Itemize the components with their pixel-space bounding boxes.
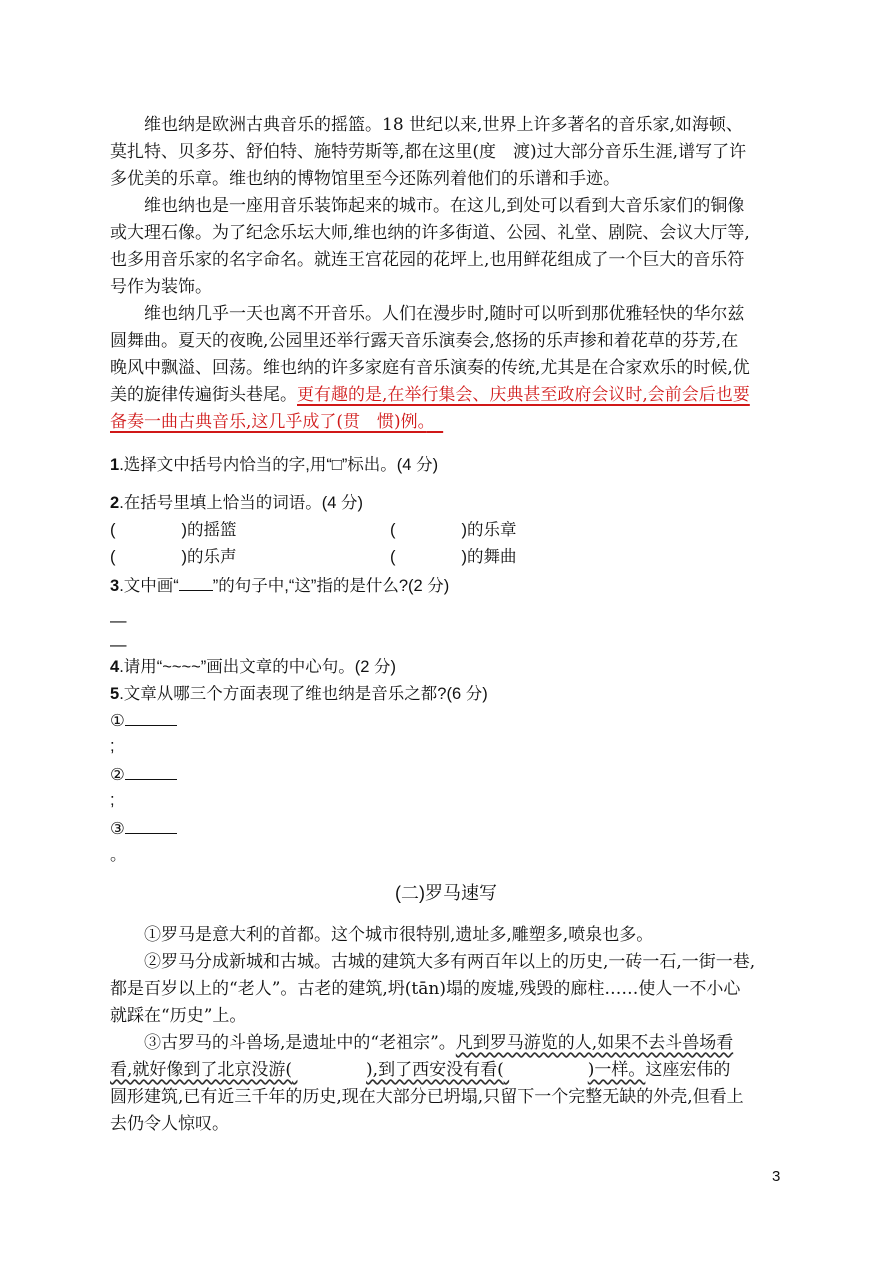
question-1: 1.选择文中括号内恰当的字,用“□”标出。(4 分) — [110, 456, 439, 474]
page-number: 3 — [772, 1168, 781, 1185]
answer-blank[interactable] — [125, 816, 177, 834]
passage-line — [110, 382, 790, 408]
passage-line: 去仍令人惊叹。 — [110, 1114, 229, 1134]
q2-blank-item[interactable]: ( )的摇篮 — [110, 521, 237, 539]
section-title: (二)罗马速写 — [395, 883, 497, 903]
q5-answer-1[interactable]: ① — [110, 708, 790, 734]
answer-blank[interactable] — [125, 708, 177, 726]
question-4: 4.请用“~~~~”画出文章的中心句。(2 分) — [110, 658, 397, 676]
passage-line: 也多用音乐家的名字命名。就连王宫花园的花坪上,也用鲜花组成了一个巨大的音乐符 — [110, 250, 745, 270]
q2-blank-item[interactable]: ( )的乐章 — [390, 521, 517, 539]
passage-line: 圆舞曲。夏天的夜晚,公园里还举行露天音乐演奏会,悠扬的乐声掺和着花草的芬芳,在 — [110, 331, 739, 351]
question-2: 2.在括号里填上恰当的词语。(4 分) — [110, 494, 364, 512]
q2-row — [110, 544, 790, 570]
q5-answer-2[interactable]: ② — [110, 762, 790, 788]
passage-line: ③古罗马的斗兽场,是遗址中的“老祖宗”。凡到罗马游览的人,如果不去斗兽场看 — [144, 1033, 734, 1053]
answer-line[interactable]: — — [110, 612, 127, 630]
wavy-sentence: )一样。 — [587, 1060, 646, 1080]
passage-line: 维也纳也是一座用音乐装饰起来的城市。在这儿,到处可以看到大音乐家们的铜像 — [144, 196, 745, 216]
q5-semicolon: ; — [110, 791, 115, 809]
passage-line: 莫扎特、贝多芬、舒伯特、施特劳斯等,都在这里(度 渡)过大部分音乐生涯,谱写了许 — [110, 142, 747, 162]
q5-semicolon: ; — [110, 737, 115, 755]
passage-line: 号作为装饰。 — [110, 277, 212, 297]
passage-line — [110, 409, 790, 435]
passage-line: 看,就好像到了北京没游( ),到了西安没有看( )一样。这座宏伟的 — [110, 1057, 790, 1083]
q2-blank-item[interactable]: ( )的舞曲 — [390, 548, 517, 566]
fill-blank[interactable] — [292, 1057, 366, 1083]
q2-blank-item[interactable]: ( )的乐声 — [110, 548, 237, 566]
wavy-sentence: 看,就好像到了北京没游( — [110, 1060, 293, 1080]
wavy-sentence: 凡到罗马游览的人,如果不去斗兽场看 — [455, 1033, 734, 1053]
underlined-sentence: 备奏一曲古典音乐,这几乎成了(贯 惯)例。 — [110, 412, 427, 432]
passage-line: 维也纳是欧洲古典音乐的摇篮。18 世纪以来,世界上许多著名的音乐家,如海顿、 — [144, 115, 743, 135]
question-5: 5.文章从哪三个方面表现了维也纳是音乐之都?(6 分) — [110, 685, 488, 703]
fill-blank[interactable] — [504, 1057, 588, 1083]
passage-line: 或大理石像。为了纪念乐坛大师,维也纳的许多街道、公园、礼堂、剧院、会议大厅等, — [110, 223, 750, 243]
underline-sample — [179, 573, 213, 591]
answer-line[interactable]: — — [110, 636, 127, 654]
passage-line: ②罗马分成新城和古城。古城的建筑大多有两百年以上的历史,一砖一石,一街一巷, — [144, 952, 756, 972]
passage-line: 晚风中飘溢、回荡。维也纳的许多家庭有音乐演奏的传统,尤其是在合家欢乐的时候,优 — [110, 358, 750, 378]
passage-line: 多优美的乐章。维也纳的博物馆里至今还陈列着他们的乐谱和手迹。 — [110, 169, 620, 189]
q5-answer-3[interactable]: ③ — [110, 816, 790, 842]
passage-text: 美的旋律传遍街头巷尾。 — [110, 385, 297, 405]
answer-blank[interactable] — [125, 762, 177, 780]
passage-line: 维也纳几乎一天也离不开音乐。人们在漫步时,随时可以听到那优雅轻快的华尔兹 — [144, 304, 745, 324]
passage-line: 都是百岁以上的“老人”。古老的建筑,坍(tān)塌的废墟,残毁的廊柱……使人一不小心 — [110, 979, 741, 999]
question-3: 3.文中画“ ”的句子中,“这”指的是什么?(2 分) — [110, 573, 790, 599]
q5-period: 。 — [110, 846, 127, 864]
underlined-sentence: 更有趣的是,在举行集会、庆典甚至政府会议时,会前会后也要 — [297, 385, 750, 405]
underline-tail — [426, 412, 443, 432]
wavy-sentence: ),到了西安没有看( — [366, 1060, 504, 1080]
passage-line: 就踩在“历史”上。 — [110, 1006, 247, 1026]
passage-line: ①罗马是意大利的首都。这个城市很特别,遗址多,雕塑多,喷泉也多。 — [144, 925, 654, 945]
q2-row — [110, 517, 790, 543]
passage-line: 圆形建筑,已有近三千年的历史,现在大部分已坍塌,只留下一个完整无缺的外壳,但看上 — [110, 1087, 744, 1107]
